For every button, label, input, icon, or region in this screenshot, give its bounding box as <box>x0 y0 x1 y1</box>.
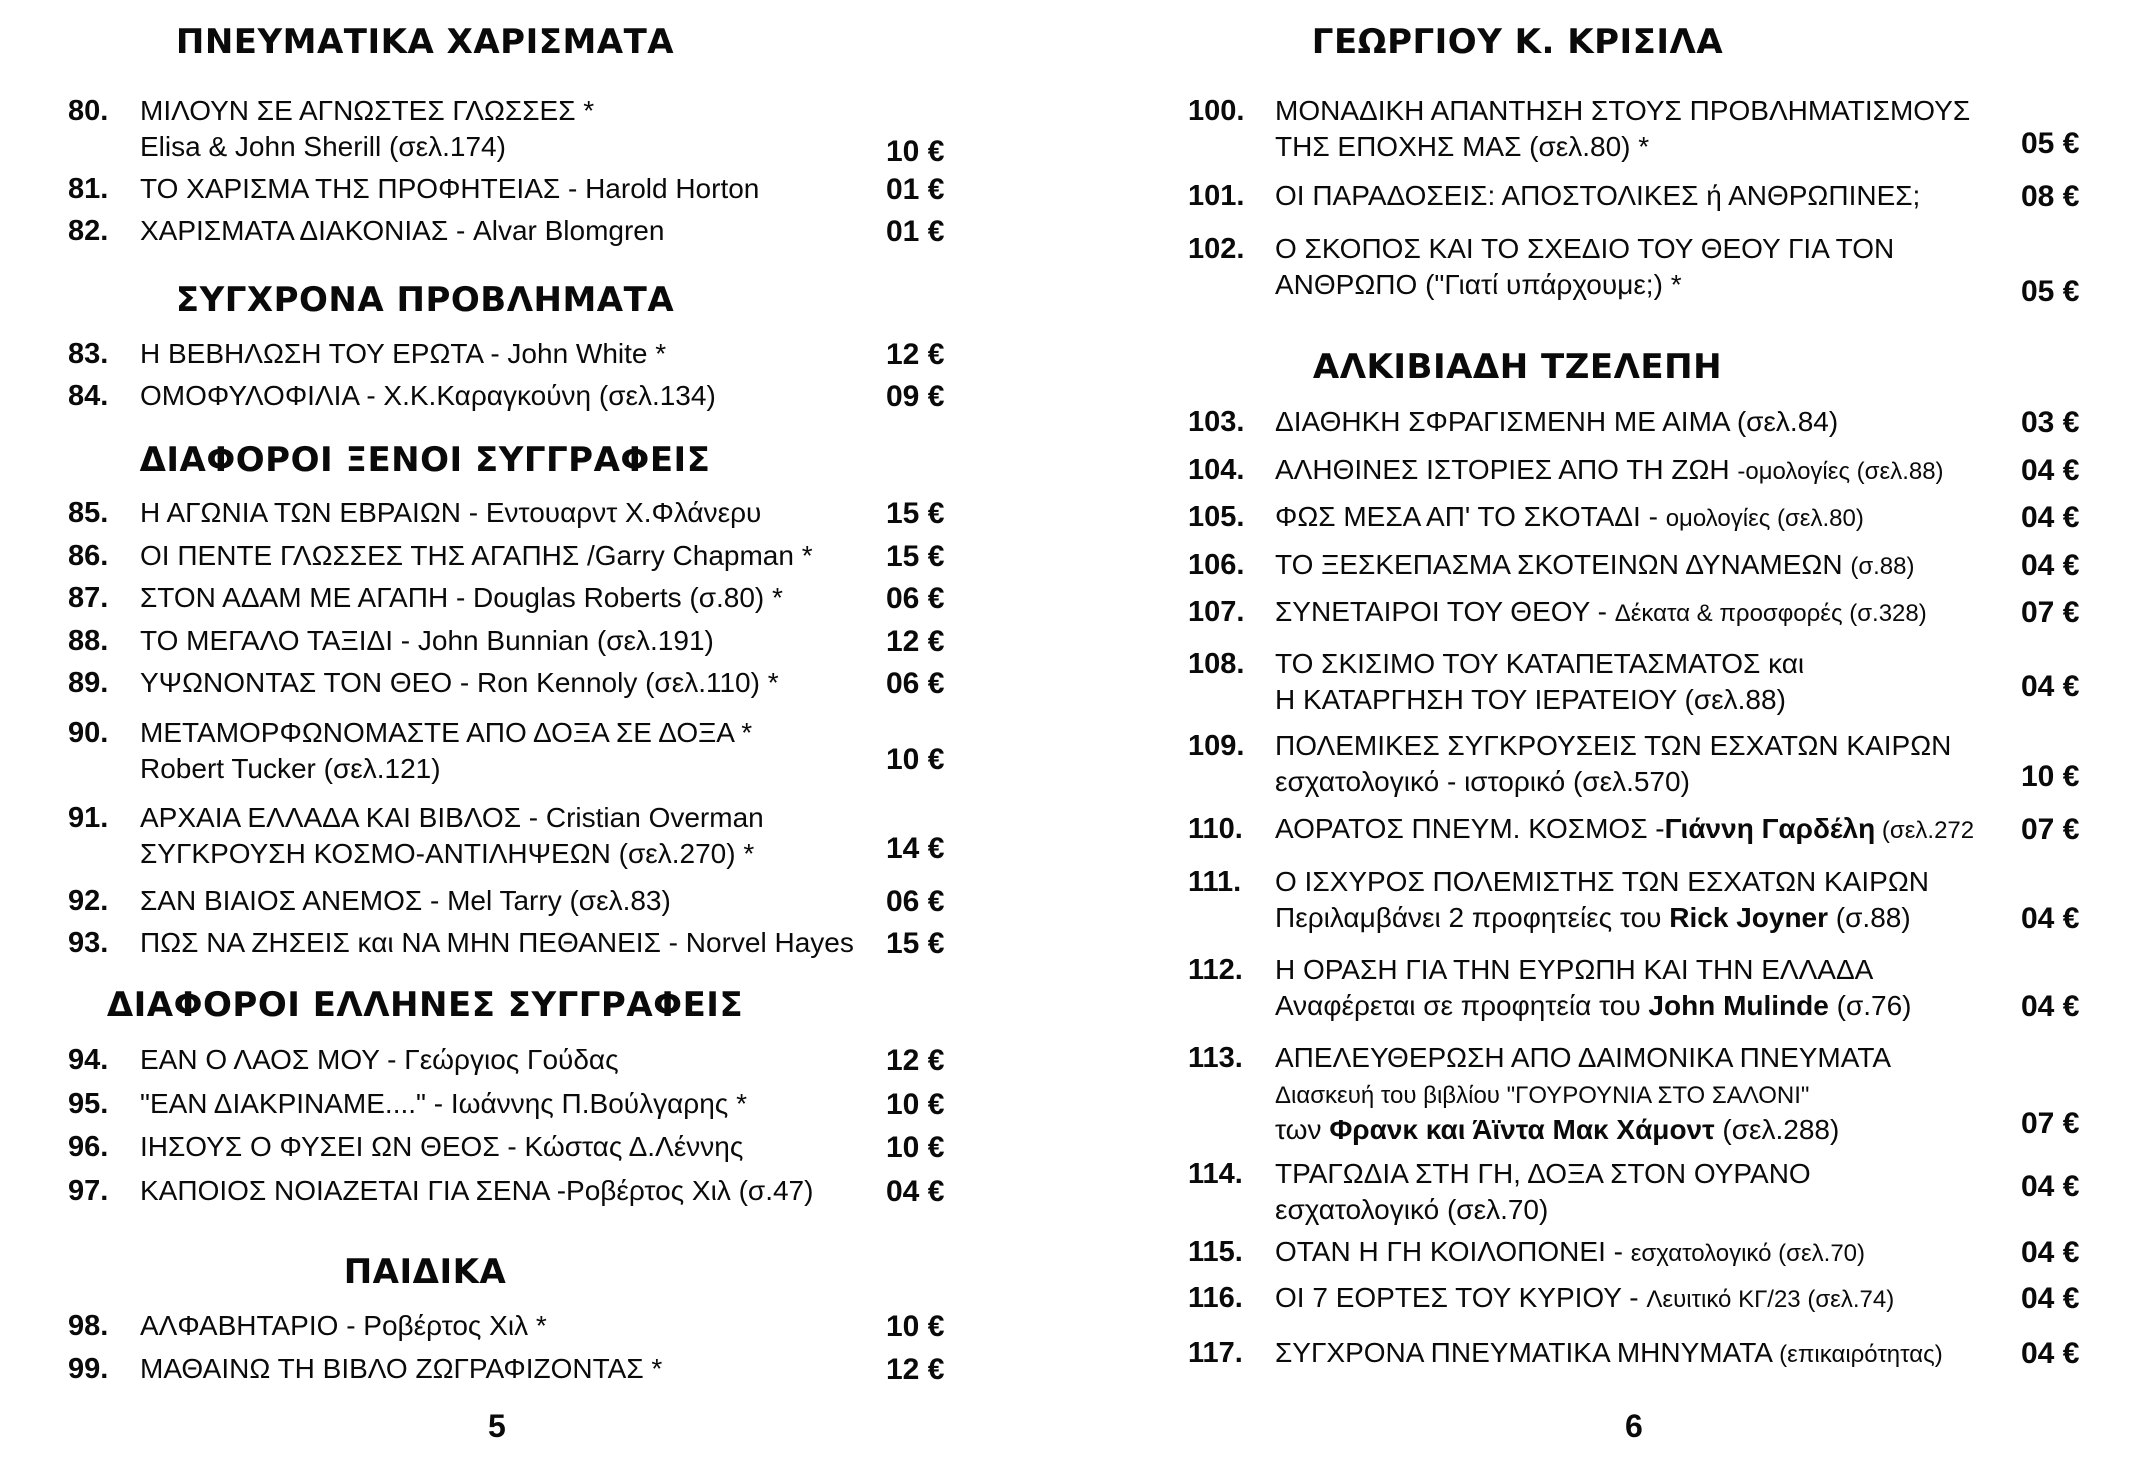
item-text: Rick Joyner <box>1669 902 1829 933</box>
item-text: John Mulinde <box>1648 990 1829 1021</box>
item-price: 12 € <box>886 338 945 371</box>
section-heading: ΑΛΚΙΒΙΑΔΗ ΤΖΕΛΕΠΗ <box>1312 347 1723 387</box>
item-number: 99. <box>68 1353 109 1385</box>
item-text: ΑΛΗΘΙΝΕΣ ΙΣΤΟΡΙΕΣ ΑΠΟ ΤΗ ΖΩΗ <box>1275 454 1738 485</box>
item-text: ΑΡΧΑΙΑ ΕΛΛΑΔΑ ΚΑΙ ΒΙΒΛΟΣ - Cristian Overman <box>140 802 764 833</box>
item-text: (σελ.272 <box>1875 817 1975 844</box>
item-text-line <box>140 1044 619 1076</box>
item-number: 82. <box>68 215 109 247</box>
item-text: (σ.88) <box>1850 553 1915 580</box>
item-price: 04 € <box>2021 549 2080 582</box>
item-price: 07 € <box>2021 1107 2080 1140</box>
item-price: 10 € <box>886 743 945 776</box>
item-number: 113. <box>1188 1042 1243 1074</box>
item-number: 91. <box>68 802 109 834</box>
item-text: Elisa & John Sherill (σελ.174) <box>140 131 506 162</box>
item-text-line <box>1275 1194 1548 1226</box>
item-text: ΜΕΤΑΜΟΡΦΩΝΟΜΑΣΤΕ ΑΠΟ ΔΟΞΑ ΣΕ ΔΟΞΑ * <box>140 717 753 748</box>
item-text: (σελ.288) <box>1714 1114 1840 1145</box>
item-text: Λευιτικό ΚΓ/23 (σελ.74) <box>1646 1286 1895 1313</box>
item-text-line <box>1275 1282 1894 1314</box>
item-text-line <box>1275 131 1649 163</box>
item-price: 10 € <box>886 1088 945 1121</box>
item-price: 05 € <box>2021 127 2080 160</box>
item-text-line <box>1275 1078 1809 1110</box>
item-text: ομολογίες (σελ.80) <box>1665 505 1864 532</box>
item-text-line <box>1275 684 1786 716</box>
item-text-line <box>1275 95 1970 127</box>
item-price: 10 € <box>886 135 945 168</box>
item-number: 115. <box>1188 1236 1243 1268</box>
item-text-line <box>140 582 783 614</box>
item-text: ΑΟΡΑΤΟΣ ΠΝΕΥΜ. ΚΟΣΜΟΣ - <box>1275 813 1665 844</box>
item-text: Η ΟΡΑΣΗ ΓΙΑ ΤΗΝ ΕΥΡΩΠΗ ΚΑΙ ΤΗΝ ΕΛΛΑΔΑ <box>1275 954 1874 985</box>
item-price: 06 € <box>886 667 945 700</box>
item-text-line <box>1275 549 1915 581</box>
item-text-line <box>140 215 664 247</box>
item-number: 111. <box>1188 866 1242 898</box>
item-text-line <box>1275 866 1929 898</box>
item-price: 04 € <box>2021 1282 2080 1315</box>
item-number: 89. <box>68 667 109 699</box>
item-text-line <box>140 625 714 657</box>
item-text-line <box>1275 730 1951 762</box>
item-price: 14 € <box>886 832 945 865</box>
item-price: 09 € <box>886 380 945 413</box>
item-text: Ο ΙΣΧΥΡΟΣ ΠΟΛΕΜΙΣΤΗΣ ΤΩΝ ΕΣΧΑΤΩΝ ΚΑΙΡΩΝ <box>1275 866 1930 897</box>
item-text-line <box>140 927 854 959</box>
item-number: 92. <box>68 885 109 917</box>
item-text: ΟΙ 7 ΕΟΡΤΕΣ ΤΟΥ ΚΥΡΙΟΥ - <box>1275 1282 1647 1313</box>
item-text: ΙΗΣΟΥΣ Ο ΦΥΣΕΙ ΩΝ ΘΕΟΣ - Κώστας Δ.Λέννης <box>140 1131 744 1162</box>
item-number: 109. <box>1188 730 1245 762</box>
item-text: Γιάννη Γαρδέλη <box>1664 813 1876 844</box>
item-text: ΣΤΟΝ ΑΔΑΜ ΜΕ ΑΓΑΠΗ - Douglas Roberts (σ.80) * <box>140 582 783 613</box>
item-number: 107. <box>1188 596 1245 628</box>
item-text: ΚΑΠΟΙΟΣ ΝΟΙΑΖΕΤΑΙ ΓΙΑ ΣΕΝΑ -Ροβέρτος Χιλ (σ.47) <box>140 1175 814 1206</box>
item-text: ΤΟ ΞΕΣΚΕΠΑΣΜΑ ΣΚΟΤΕΙΝΩΝ ΔΥΝΑΜΕΩΝ <box>1275 549 1851 580</box>
item-price: 06 € <box>886 885 945 918</box>
item-text: ΤΟ ΧΑΡΙΣΜΑ ΤΗΣ ΠΡΟΦΗΤΕΙΑΣ - Harold Horton <box>140 173 760 204</box>
item-price: 07 € <box>2021 813 2080 846</box>
item-text: ΧΑΡΙΣΜΑΤΑ ΔΙΑΚΟΝΙΑΣ - Alvar Blomgren <box>140 215 665 246</box>
item-price: 12 € <box>886 1044 945 1077</box>
item-text-line <box>140 753 441 785</box>
item-text: ΑΛΦΑΒΗΤΑΡΙΟ - Ροβέρτος Χιλ * <box>140 1310 547 1341</box>
item-text-line <box>140 885 671 917</box>
item-text: ΟΜΟΦΥΛΟΦΙΛΙΑ - Χ.Κ.Καραγκούνη (σελ.134) <box>140 380 716 411</box>
item-price: 15 € <box>886 927 945 960</box>
item-text: ΟΤΑΝ Η ΓΗ ΚΟΙΛΟΠΟΝΕΙ - <box>1275 1236 1631 1267</box>
item-text-line <box>140 1088 747 1120</box>
item-price: 12 € <box>886 625 945 658</box>
item-text: ΦΩΣ ΜΕΣΑ ΑΠ' ΤΟ ΣΚΟΤΑΔΙ - <box>1275 501 1666 532</box>
item-text: ΣΥΓΧΡΟΝΑ ΠΝΕΥΜΑΤΙΚΑ ΜΗΝΥΜΑΤΑ <box>1275 1337 1780 1368</box>
section-heading: ΓΕΩΡΓΙΟΥ Κ. ΚΡΙΣΙΛΑ <box>1311 22 1724 62</box>
item-text-line <box>1275 648 1804 680</box>
item-price: 05 € <box>2021 275 2080 308</box>
item-number: 104. <box>1188 454 1245 486</box>
item-text-line <box>140 838 754 870</box>
item-text-line <box>1275 596 1927 628</box>
page-number: 5 <box>488 1408 506 1444</box>
item-price: 04 € <box>2021 1236 2080 1269</box>
item-text-line <box>140 802 764 834</box>
item-number: 102. <box>1188 233 1245 265</box>
item-text: ΤΟ ΜΕΓΑΛΟ ΤΑΞΙΔΙ - John Bunnian (σελ.191) <box>140 625 714 656</box>
item-number: 100. <box>1188 95 1245 127</box>
item-number: 95. <box>68 1088 109 1120</box>
item-number: 94. <box>68 1044 109 1076</box>
item-price: 10 € <box>886 1131 945 1164</box>
item-price: 01 € <box>886 173 945 206</box>
item-text-line <box>140 338 666 370</box>
item-text: ΜΙΛΟΥΝ ΣΕ ΑΓΝΩΣΤΕΣ ΓΛΩΣΣΕΣ * <box>140 95 595 126</box>
item-number: 80. <box>68 95 109 127</box>
item-text: ΠΩΣ ΝΑ ΖΗΣΕΙΣ και ΝΑ ΜΗΝ ΠΕΘΑΝΕΙΣ - Norvel Hayes <box>140 927 854 958</box>
item-price: 04 € <box>2021 990 2080 1023</box>
item-text-line <box>140 1310 547 1342</box>
item-text-line <box>1275 180 1920 212</box>
section-heading: ΠΝΕΥΜΑΤΙΚΑ ΧΑΡΙΣΜΑΤΑ <box>175 22 675 62</box>
item-text: (επικαιρότητας) <box>1779 1341 1943 1368</box>
item-number: 93. <box>68 927 109 959</box>
item-price: 07 € <box>2021 596 2080 629</box>
item-text: Η ΚΑΤΑΡΓΗΣΗ ΤΟΥ ΙΕΡΑΤΕΙΟΥ (σελ.88) <box>1275 684 1786 715</box>
item-text-line <box>1275 990 1911 1022</box>
item-text-line <box>1275 406 1838 438</box>
item-text: ΣΑΝ ΒΙΑΙΟΣ ΑΝΕΜΟΣ - Mel Tarry (σελ.83) <box>140 885 671 916</box>
item-price: 04 € <box>2021 1337 2080 1370</box>
section-heading: ΠΑΙΔΙΚΑ <box>343 1252 507 1292</box>
item-text: Φρανκ και Άϊντα Μακ Χάμοντ <box>1329 1114 1715 1145</box>
item-text: (σ.88) <box>1828 902 1911 933</box>
item-text-line <box>140 497 761 529</box>
item-text: Ο ΣΚΟΠΟΣ ΚΑΙ ΤΟ ΣΧΕΔΙΟ ΤΟΥ ΘΕΟΥ ΓΙΑ ΤΟΝ <box>1275 233 1895 264</box>
section-heading: ΣΥΓΧΡΟΝΑ ΠΡΟΒΛΗΜΑΤΑ <box>175 280 675 320</box>
item-price: 15 € <box>886 497 945 530</box>
item-text: ΣΥΝΕΤΑΙΡΟΙ ΤΟΥ ΘΕΟΥ - <box>1275 596 1615 627</box>
item-text-line <box>140 1175 813 1207</box>
item-number: 116. <box>1188 1282 1243 1314</box>
section-heading: ΔΙΑΦΟΡΟΙ ΕΛΛΗΝΕΣ ΣΥΓΓΡΑΦΕΙΣ <box>106 985 744 1025</box>
item-text-line <box>140 717 752 749</box>
item-price: 08 € <box>2021 180 2080 213</box>
item-text-line <box>1275 813 1974 845</box>
item-number: 96. <box>68 1131 109 1163</box>
item-text: ΑΠΕΛΕΥΘΕΡΩΣΗ ΑΠΟ ΔΑΙΜΟΝΙΚΑ ΠΝΕΥΜΑΤΑ <box>1275 1042 1892 1073</box>
item-text: εσχατολογικό - ιστορικό (σελ.570) <box>1275 766 1690 797</box>
item-price: 15 € <box>886 540 945 573</box>
item-number: 106. <box>1188 549 1245 581</box>
item-number: 101. <box>1188 180 1245 212</box>
item-text-line <box>140 173 759 205</box>
item-number: 98. <box>68 1310 109 1342</box>
item-number: 83. <box>68 338 109 370</box>
item-number: 108. <box>1188 648 1245 680</box>
item-text: ΣΥΓΚΡΟΥΣΗ ΚΟΣΜΟ-ΑΝΤΙΛΗΨΕΩΝ (σελ.270) * <box>140 838 755 869</box>
item-text-line <box>1275 766 1690 798</box>
item-text: ΥΨΩΝΟΝΤΑΣ ΤΟΝ ΘΕΟ - Ron Kennoly (σελ.110) * <box>140 667 779 698</box>
item-text-line <box>140 131 506 163</box>
right-page <box>1110 0 2141 1467</box>
item-number: 103. <box>1188 406 1245 438</box>
item-number: 90. <box>68 717 109 749</box>
item-number: 88. <box>68 625 109 657</box>
item-text-line <box>1275 1236 1865 1268</box>
item-price: 03 € <box>2021 406 2080 439</box>
item-number: 86. <box>68 540 109 572</box>
item-number: 112. <box>1188 954 1243 986</box>
item-text: Δέκατα & προσφορές (σ.328) <box>1614 600 1927 627</box>
item-text: Αναφέρεται σε προφητεία του <box>1275 990 1649 1021</box>
item-text: ΤΗΣ ΕΠΟΧΗΣ ΜΑΣ (σελ.80) * <box>1275 131 1650 162</box>
item-text: των <box>1275 1114 1330 1145</box>
item-price: 10 € <box>886 1310 945 1343</box>
section-heading: ΔΙΑΦΟΡΟΙ ΞΕΝΟΙ ΣΥΓΓΡΑΦΕΙΣ <box>139 440 711 480</box>
item-text-line <box>1275 954 1873 986</box>
item-text: ΕΑΝ Ο ΛΑΟΣ ΜΟΥ - Γεώργιος Γούδας <box>140 1044 619 1075</box>
item-text-line <box>140 667 779 699</box>
item-text-line <box>1275 1114 1839 1146</box>
item-text: ΔΙΑΘΗΚΗ ΣΦΡΑΓΙΣΜΕΝΗ ΜΕ ΑΙΜΑ (σελ.84) <box>1275 406 1839 437</box>
item-text-line <box>1275 454 1944 486</box>
item-price: 12 € <box>886 1353 945 1386</box>
item-text: ΜΟΝΑΔΙΚΗ ΑΠΑΝΤΗΣΗ ΣΤΟΥΣ ΠΡΟΒΛΗΜΑΤΙΣΜΟΥΣ <box>1275 95 1971 126</box>
item-text-line <box>1275 1337 1943 1369</box>
item-text: -ομολογίες (σελ.88) <box>1737 458 1944 485</box>
item-text-line <box>140 95 594 127</box>
item-price: 04 € <box>2021 454 2080 487</box>
item-text: (σ.76) <box>1828 990 1912 1021</box>
item-text: ΟΙ ΠΕΝΤΕ ΓΛΩΣΣΕΣ ΤΗΣ ΑΓΑΠΗΣ /Garry Chapman * <box>140 540 813 571</box>
item-text: ΑΝΘΡΩΠΟ ("Γιατί υπάρχουμε;) * <box>1275 269 1682 300</box>
item-text-line <box>140 1353 662 1385</box>
item-text: ΤΟ ΣΚΙΣΙΜΟ ΤΟΥ ΚΑΤΑΠΕΤΑΣΜΑΤΟΣ και <box>1275 648 1805 679</box>
item-price: 04 € <box>886 1175 945 1208</box>
item-price: 01 € <box>886 215 945 248</box>
item-number: 84. <box>68 380 109 412</box>
item-text: ΟΙ ΠΑΡΑΔΟΣΕΙΣ: ΑΠΟΣΤΟΛΙΚΕΣ ή ΑΝΘΡΩΠΙΝΕΣ; <box>1275 180 1921 211</box>
item-text: Robert Tucker (σελ.121) <box>140 753 441 784</box>
item-text: Η ΒΕΒΗΛΩΣΗ ΤΟΥ ΕΡΩΤΑ - John White * <box>140 338 667 369</box>
item-price: 10 € <box>2021 760 2080 793</box>
item-number: 87. <box>68 582 109 614</box>
page-number: 6 <box>1625 1408 1643 1444</box>
item-price: 04 € <box>2021 1170 2080 1203</box>
item-text: ΤΡΑΓΩΔΙΑ ΣΤΗ ΓΗ, ΔΟΞΑ ΣΤΟΝ ΟΥΡΑΝΟ <box>1275 1158 1811 1189</box>
item-text-line <box>1275 1158 1811 1190</box>
item-number: 81. <box>68 173 109 205</box>
item-text-line <box>140 540 813 572</box>
item-number: 117. <box>1188 1337 1243 1369</box>
item-text-line <box>140 1131 743 1163</box>
item-text: Περιλαμβάνει 2 προφητείες του <box>1275 902 1670 933</box>
item-price: 04 € <box>2021 902 2080 935</box>
item-text: ΠΟΛΕΜΙΚΕΣ ΣΥΓΚΡΟΥΣΕΙΣ ΤΩΝ ΕΣΧΑΤΩΝ ΚΑΙΡΩΝ <box>1275 730 1952 761</box>
item-text: εσχατολογικό (σελ.70) <box>1630 1240 1866 1267</box>
item-text-line <box>1275 233 1894 265</box>
item-number: 105. <box>1188 501 1245 533</box>
item-number: 85. <box>68 497 109 529</box>
item-text: "ΕΑΝ ΔΙΑΚΡΙΝΑΜΕ...." - Ιωάννης Π.Βούλγαρης * <box>140 1088 747 1119</box>
item-text: Διασκευή του βιβλίου "ΓΟΥΡΟΥΝΙΑ ΣΤΟ ΣΑΛΟΝΙ" <box>1275 1082 1810 1109</box>
item-price: 06 € <box>886 582 945 615</box>
item-text: ΜΑΘΑΙΝΩ ΤΗ ΒΙΒΛΟ ΖΩΓΡΑΦΙΖΟΝΤΑΣ * <box>140 1353 663 1384</box>
item-text-line <box>1275 902 1911 934</box>
left-page <box>0 0 1000 1467</box>
item-number: 97. <box>68 1175 109 1207</box>
item-price: 04 € <box>2021 501 2080 534</box>
item-text: Η ΑΓΩΝΙΑ ΤΩΝ ΕΒΡΑΙΩΝ - Εντουαρντ Χ.Φλάνερυ <box>140 497 762 528</box>
item-price: 04 € <box>2021 670 2080 703</box>
item-text-line <box>1275 1042 1891 1074</box>
item-text-line <box>140 380 716 412</box>
item-text: εσχατολογικό (σελ.70) <box>1275 1194 1549 1225</box>
item-number: 114. <box>1188 1158 1243 1190</box>
item-text-line <box>1275 269 1682 301</box>
item-text-line <box>1275 501 1864 533</box>
item-number: 110. <box>1188 813 1243 845</box>
